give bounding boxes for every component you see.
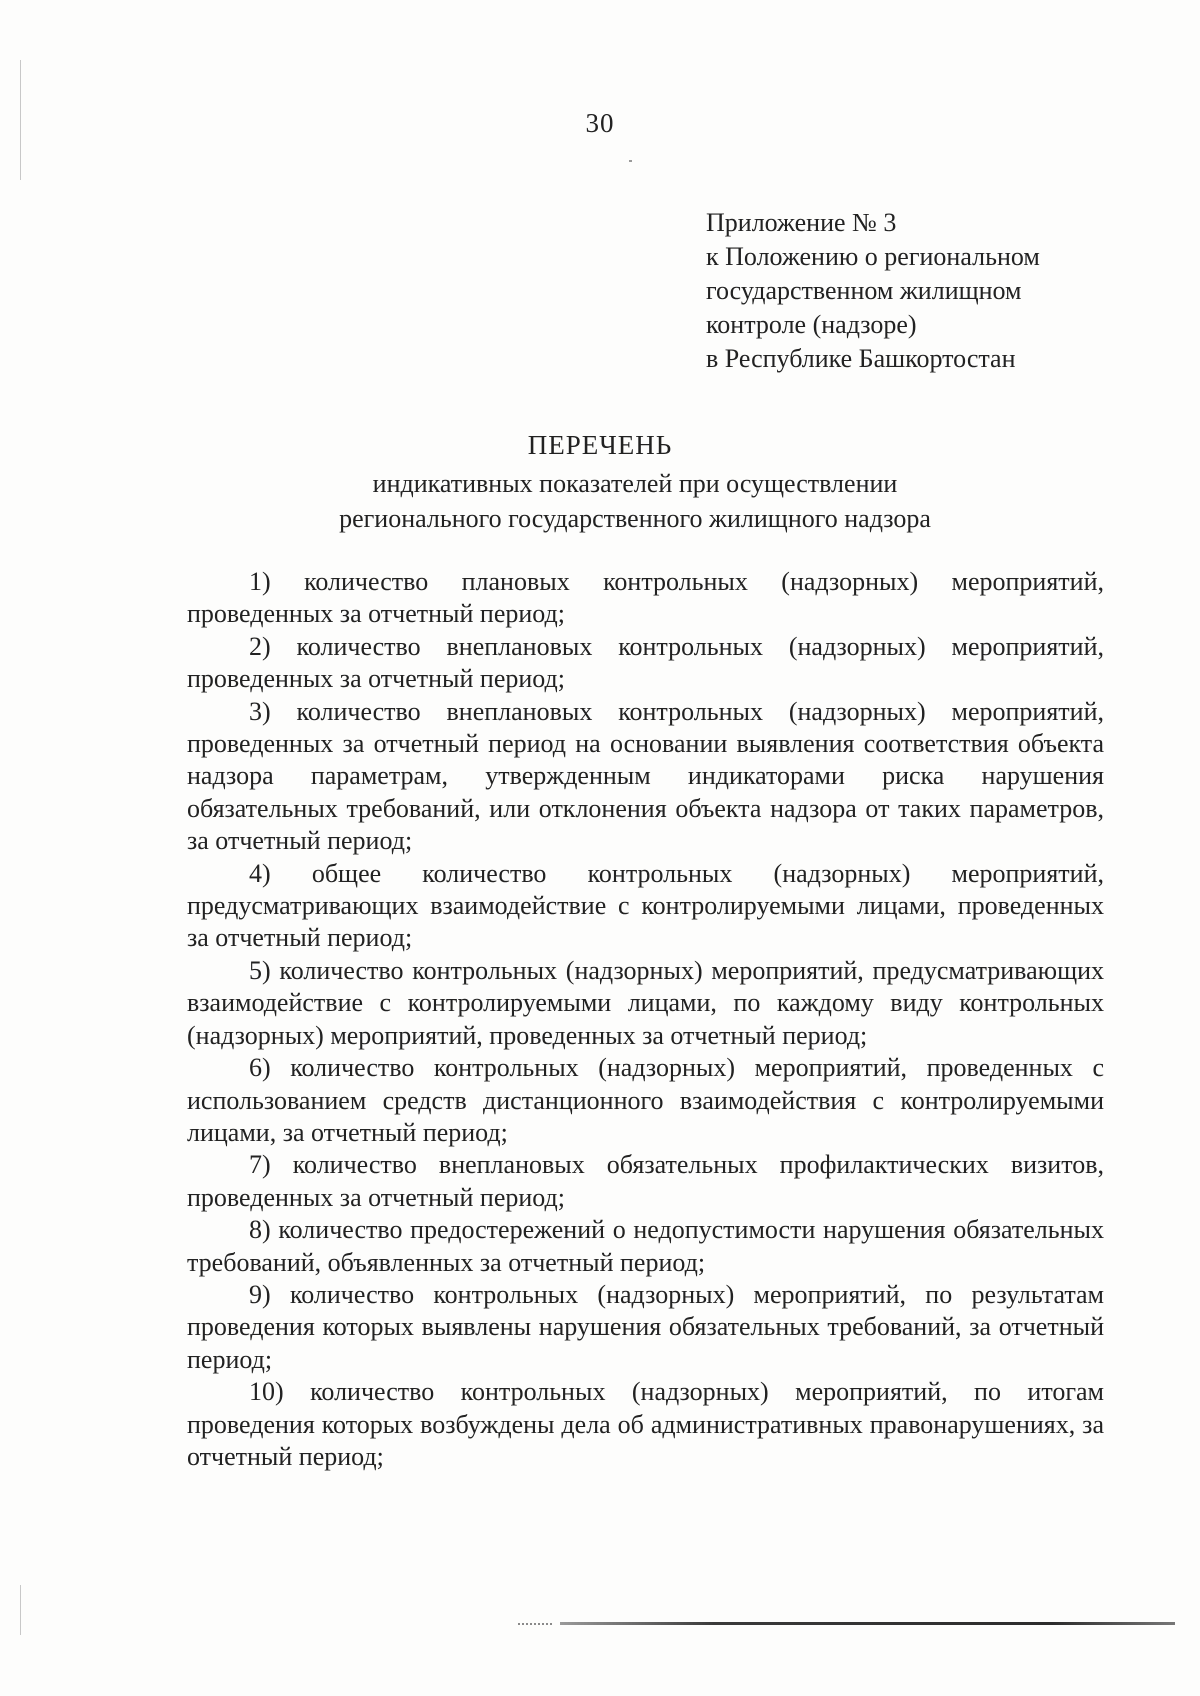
list-item: 9) количество контрольных (надзорных) мероприятий, по результатам проведения которых выявлены нарушения обязательных требований, за отчетный период; [187,1279,1104,1374]
subtitle-line: индикативных показателей при осуществлении [372,469,898,498]
appendix-line: к Положению о региональном [706,242,1040,271]
list-item: 4) общее количество контрольных (надзорных) мероприятий, предусматривающих взаимодействие с контролируемыми лицами, проведенных за отчетный период; [187,858,1104,953]
page-number-dot [629,160,632,162]
page-number: 30 [585,108,615,138]
list-item: 2) количество внеплановых контрольных (надзорных) мероприятий, проведенных за отчетный период; [187,631,1104,694]
document-title: ПЕРЕЧЕНЬ [527,430,673,460]
list-item: 3) количество внеплановых контрольных (надзорных) мероприятий, проведенных за отчетный период на основании выявления соответствия объекта надзора параметрам, утвержденным индикаторами риска нарушения обязательных требований, или отклонения объекта надзора от таких параметров, за отчетный период; [187,696,1104,856]
scan-dash-mark [518,1623,552,1625]
scan-edge-mark-bottom [20,1585,21,1635]
list-item: 8) количество предостережений о недопустимости нарушения обязательных требований, объявленных за отчетный период; [187,1215,1104,1277]
appendix-line: в Республике Башкортостан [706,344,1016,373]
list-item: 6) количество контрольных (надзорных) мероприятий, проведенных с использованием средств дистанционного взаимодействия с контролируемыми лицами, за отчетный период; [187,1053,1104,1147]
appendix-line: государственном жилищном [706,276,1022,305]
subtitle-line: регионального государственного жилищного надзора [339,504,931,533]
indicator-list [187,566,1104,1473]
appendix-line: Приложение № 3 [706,208,897,237]
list-item: 7) количество внеплановых обязательных профилактических визитов, проведенных за отчетный период; [187,1150,1104,1212]
appendix-reference [706,206,1146,376]
list-item: 5) количество контрольных (надзорных) мероприятий, предусматривающих взаимодействие с контролируемыми лицами, по каждому виду контрольных (надзорных) мероприятий, проведенных за отчетный период; [187,955,1104,1050]
list-item: 1) количество плановых контрольных (надзорных) мероприятий, проведенных за отчетный период; [187,567,1104,629]
bottom-rule [560,1622,1175,1625]
list-item: 10) количество контрольных (надзорных) мероприятий, по итогам проведения которых возбуждены дела об административных правонарушениях, за отчетный период; [187,1377,1104,1471]
document-subtitle [240,466,1030,536]
appendix-line: контроле (надзоре) [706,310,917,339]
